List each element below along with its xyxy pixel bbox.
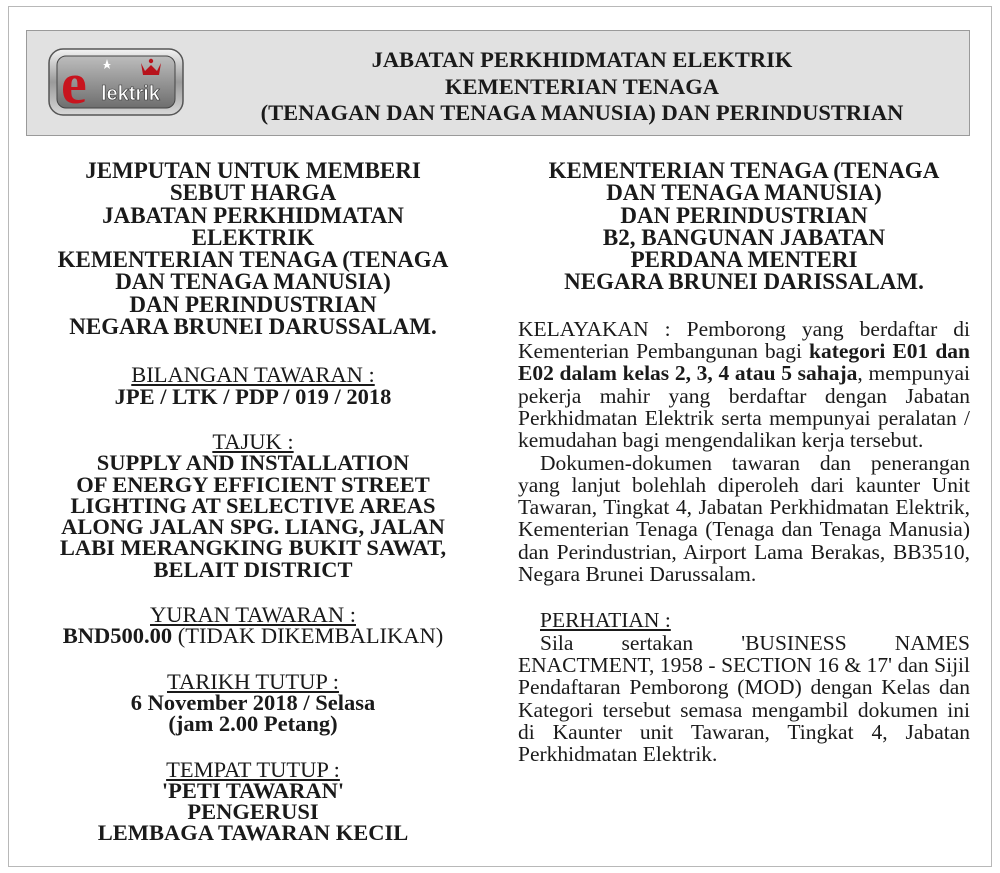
invitation-line: DAN TENAGA MANUSIA): [115, 269, 391, 295]
documents-paragraph: Dokumen-dokumen tawaran dan penerangan yang lanjut bolehlah diperoleh dari kaunter Unit Tawaran, Tingkat 4, Jabatan Perkhidmatan Elektrik, Kementerian Tenaga (Tenaga dan Tenaga Manusia) dan Perindustrian, Airport Lama Berakas, BB3510, Negara Brunei Darussalam.: [518, 450, 970, 587]
elektrik-logo: [47, 47, 185, 117]
closing-date: 6 November 2018 / Selasa: [130, 689, 376, 715]
title-label: TAJUK :: [212, 428, 294, 454]
closing-place-label: TEMPAT TUTUP :: [166, 756, 340, 782]
header-banner: [26, 30, 970, 136]
invitation-line: KEMENTERIAN TENAGA (TENAGA: [57, 247, 449, 273]
header-line-1: JABATAN PERKHIDMATAN ELEKTRIK: [371, 47, 793, 72]
closing-date-label: TARIKH TUTUP :: [167, 668, 339, 694]
invitation-line: NEGARA BRUNEI DARUSSALAM.: [69, 314, 437, 340]
ministry-address: [518, 160, 970, 294]
notice-section: [518, 609, 970, 765]
tender-number: JPE / LTK / PDP / 019 / 2018: [114, 383, 392, 409]
header-titles: [197, 47, 967, 127]
title-line: BELAIT DISTRICT: [153, 556, 353, 582]
invitation-line: SEBUT HARGA: [169, 180, 337, 206]
right-column: [518, 160, 970, 765]
fee-section: [30, 604, 476, 647]
address-line: DAN TENAGA MANUSIA): [606, 180, 882, 206]
eligibility-paragraph: [518, 318, 970, 452]
invitation-line: JEMPUTAN UNTUK MEMBERI: [85, 158, 421, 183]
eligibility-text-end: , mempunyai pekerja mahir yang berdaftar dengan Jabatan Perkhidmatan Elektrik serta mempunyai peralatan / kemudahan bagi mengendalikan kerja tersebut.: [518, 361, 970, 453]
title-line: ALONG JALAN SPG. LIANG, JALAN: [61, 514, 445, 540]
address-line: B2, BANGUNAN JABATAN: [602, 224, 886, 250]
title-section: [30, 428, 476, 582]
fee-amount: BND500.00: [62, 623, 173, 649]
left-column: [30, 160, 476, 844]
fee-label: YURAN TAWARAN :: [150, 602, 356, 628]
header-line-3: (TENAGAN DAN TENAGA MANUSIA) DAN PERINDUSTRIAN: [260, 100, 904, 125]
tender-number-label: BILANGAN TAWARAN :: [131, 362, 375, 388]
invitation-line: DAN PERINDUSTRIAN: [129, 291, 377, 317]
title-line: LABI MERANGKING BUKIT SAWAT,: [59, 535, 447, 561]
tender-number-section: [30, 364, 476, 407]
closing-place-line: 'PETI TAWARAN': [161, 777, 345, 803]
address-line: KEMENTERIAN TENAGA (TENAGA: [548, 158, 940, 183]
address-line: PERDANA MENTERI: [630, 247, 858, 273]
header-line-2: KEMENTERIAN TENAGA: [445, 73, 719, 99]
address-line: NEGARA BRUNEI DARISSALAM.: [564, 269, 924, 295]
invitation-line: ELEKTRIK: [191, 224, 315, 250]
notice-label: PERHATIAN :: [540, 608, 671, 633]
eligibility-text: KELAYAKAN : Pemborong yang berdaftar di Kementerian Pembangunan bagi: [518, 316, 970, 364]
fee-note: (TIDAK DIKEMBALIKAN): [172, 623, 444, 649]
fee-line: [30, 623, 476, 649]
closing-place-section: [30, 756, 476, 846]
svg-text:lektrik: lektrik: [101, 83, 160, 105]
invitation-line: JABATAN PERKHIDMATAN: [102, 202, 404, 228]
notice-text: Sila sertakan 'BUSINESS NAMES ENACTMENT, 1958 - SECTION 16 & 17' dan Sijil Pendaftaran Pemborong (MOD) dengan Kelas dan Kategori tersebut semasa mengambil dokumen ini di Kaunter unit Tawaran, Tingkat 4, Jabatan Perkhidmatan Elektrik.: [518, 630, 970, 767]
eligibility-category: kategori E01 dan E02 dalam kelas 2, 3, 4 atau 5 sahaja: [518, 339, 970, 386]
svg-text:e: e: [61, 51, 87, 116]
title-line: SUPPLY AND INSTALLATION: [96, 450, 410, 476]
address-line: DAN PERINDUSTRIAN: [620, 202, 868, 228]
closing-time: (jam 2.00 Petang): [168, 711, 338, 737]
title-line: OF ENERGY EFFICIENT STREET: [76, 471, 430, 497]
invitation-heading: [30, 160, 476, 338]
closing-place-line: LEMBAGA TAWARAN KECIL: [97, 820, 409, 846]
title-line: LIGHTING AT SELECTIVE AREAS: [70, 492, 436, 518]
closing-date-section: [30, 668, 476, 737]
closing-place-line: PENGERUSI: [187, 799, 319, 825]
